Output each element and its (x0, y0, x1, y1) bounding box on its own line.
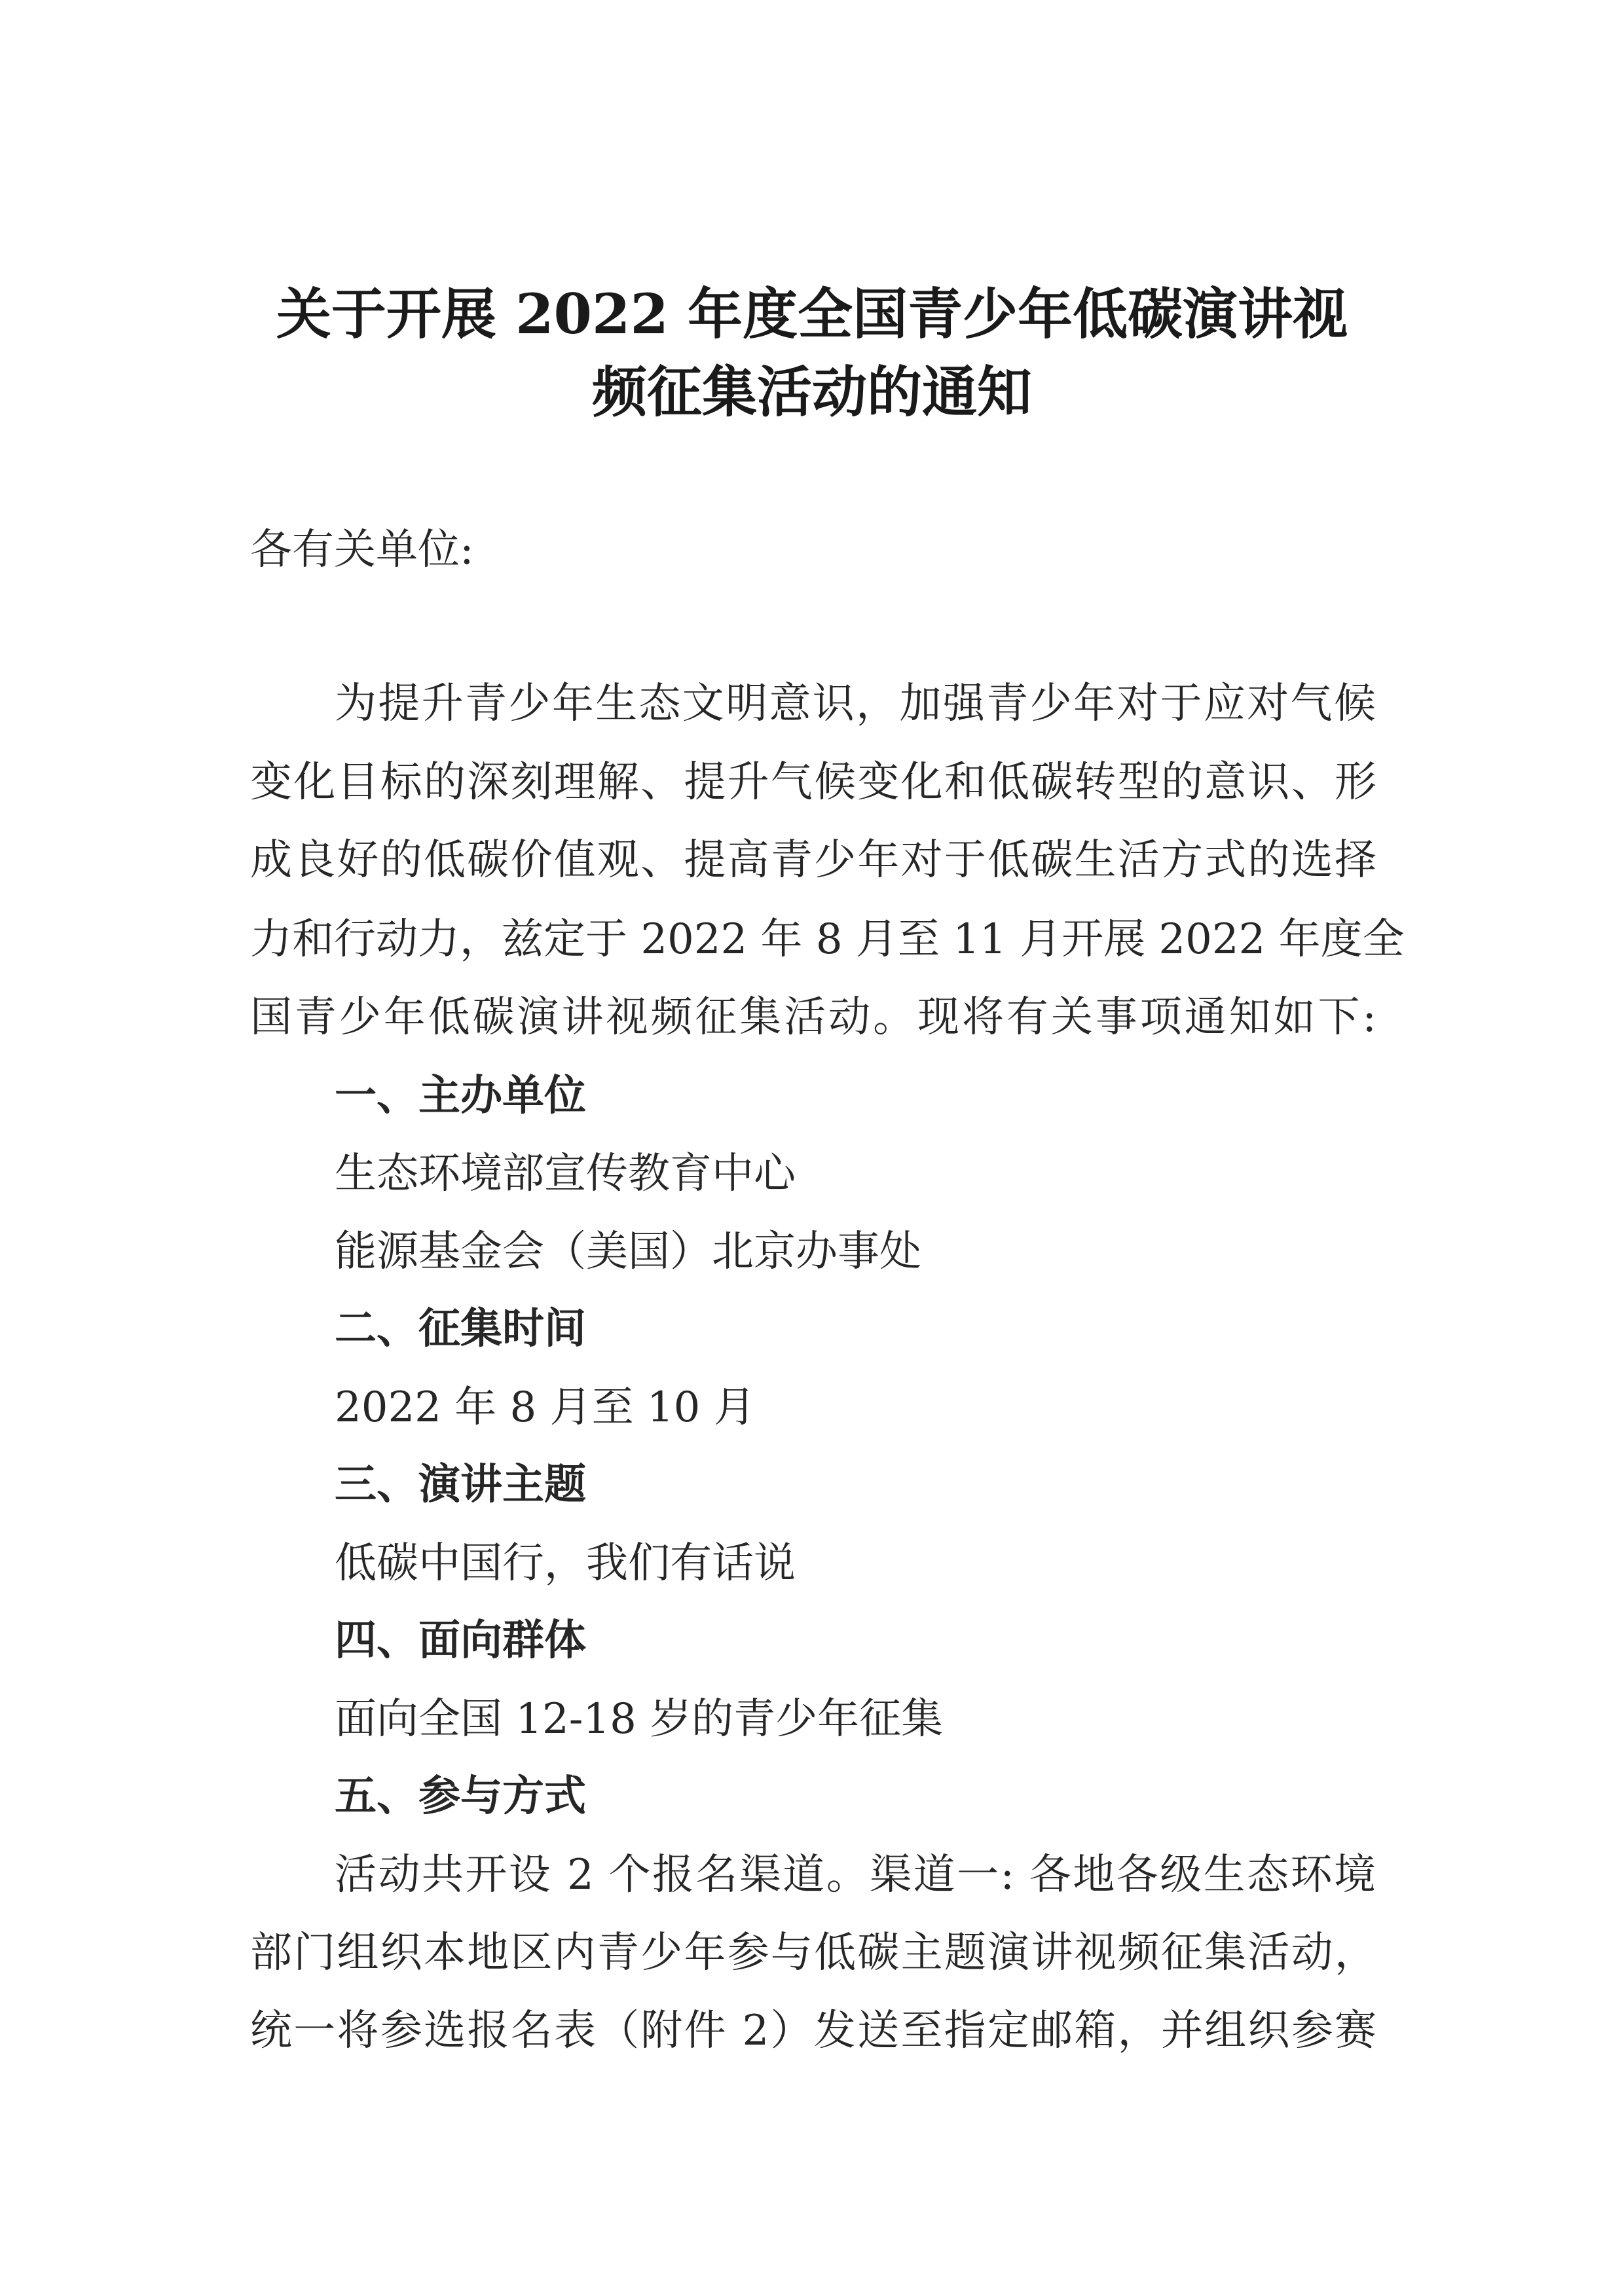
method-line-1: 活动共开设 2 个报名渠道。渠道一: 各地各级生态环境 (335, 1851, 1376, 1899)
intro-line-5: 国青少年低碳演讲视频征集活动。现将有关事项通知如下: (250, 993, 1376, 1042)
intro-line-3: 成良好的低碳价值观、提高青少年对于低碳生活方式的选择 (250, 836, 1376, 884)
document-title-line-1: 关于开展 2022 年度全国青少年低碳演讲视 (276, 282, 1348, 346)
salutation: 各有关单位: (250, 526, 474, 574)
intro-line-2: 变化目标的深刻理解、提升气候变化和低碳转型的意识、形 (250, 758, 1376, 807)
section-heading-audience: 四、面向群体 (335, 1616, 586, 1665)
document-title-line-2: 频征集活动的通知 (591, 359, 1032, 424)
intro-line-4: 力和行动力，兹定于 2022 年 8 月至 11 月开展 2022 年度全 (250, 915, 1405, 964)
section-heading-method: 五、参与方式 (335, 1772, 586, 1821)
method-line-2: 部门组织本地区内青少年参与低碳主题演讲视频征集活动， (250, 1929, 1376, 1977)
section-heading-period: 二、征集时间 (335, 1304, 586, 1353)
organizer-item-2: 能源基金会（美国）北京办事处 (335, 1228, 921, 1276)
organizer-item-1: 生态环境部宣传教育中心 (335, 1150, 796, 1198)
section-heading-theme: 三、演讲主题 (335, 1460, 586, 1509)
method-line-3: 统一将参选报名表（附件 2）发送至指定邮箱，并组织参赛 (250, 2007, 1376, 2055)
intro-line-1: 为提升青少年生态文明意识，加强青少年对于应对气候 (335, 680, 1376, 728)
audience-text: 面向全国 12-18 岁的青少年征集 (335, 1695, 944, 1743)
period-text: 2022 年 8 月至 10 月 (335, 1383, 756, 1432)
theme-text: 低碳中国行，我们有话说 (335, 1539, 796, 1588)
section-heading-organizer: 一、主办单位 (335, 1071, 586, 1120)
